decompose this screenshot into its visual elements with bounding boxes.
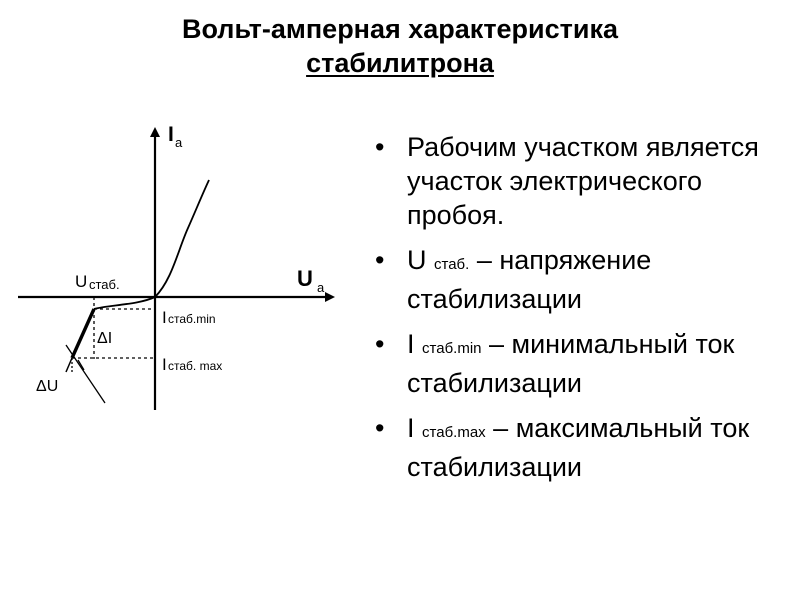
breakdown-segment xyxy=(72,309,94,358)
bullet-list xyxy=(375,130,785,495)
title-line-2: стабилитрона xyxy=(306,48,494,78)
x-axis-sub: a xyxy=(317,280,325,295)
tangent-line xyxy=(66,345,105,403)
title-line-1: Вольт-амперная характеристика xyxy=(181,14,619,44)
u-stab-sub: стаб. xyxy=(89,277,120,292)
bullet-working-region: • Рабочим участком является участок электрического пробоя. xyxy=(375,130,785,232)
bullet-i-stab-min: • I стаб.min – минимальный ток стабилизации xyxy=(375,327,785,400)
y-axis-label: I xyxy=(168,123,174,146)
forward-curve xyxy=(155,180,209,297)
i-stab-max-sub: стаб. max xyxy=(168,359,223,373)
breakdown-extension xyxy=(66,358,72,372)
i-stab-max-label: I xyxy=(162,355,167,374)
bullet-i-stab-max: • I стаб.max – максимальный ток стабилизации xyxy=(375,411,785,484)
u-stab-label: U xyxy=(75,272,88,291)
i-stab-min-label: I xyxy=(162,308,167,327)
reverse-knee-curve xyxy=(94,297,155,309)
i-stab-min-sub: стаб.min xyxy=(168,312,216,326)
y-axis-sub: a xyxy=(175,135,183,150)
x-axis-label: U xyxy=(297,266,313,291)
bullet-u-stab: • U стаб. – напряжение стабилизации xyxy=(375,243,785,316)
delta-i-label: ΔI xyxy=(97,330,113,347)
delta-u-label: ΔU xyxy=(36,378,59,395)
